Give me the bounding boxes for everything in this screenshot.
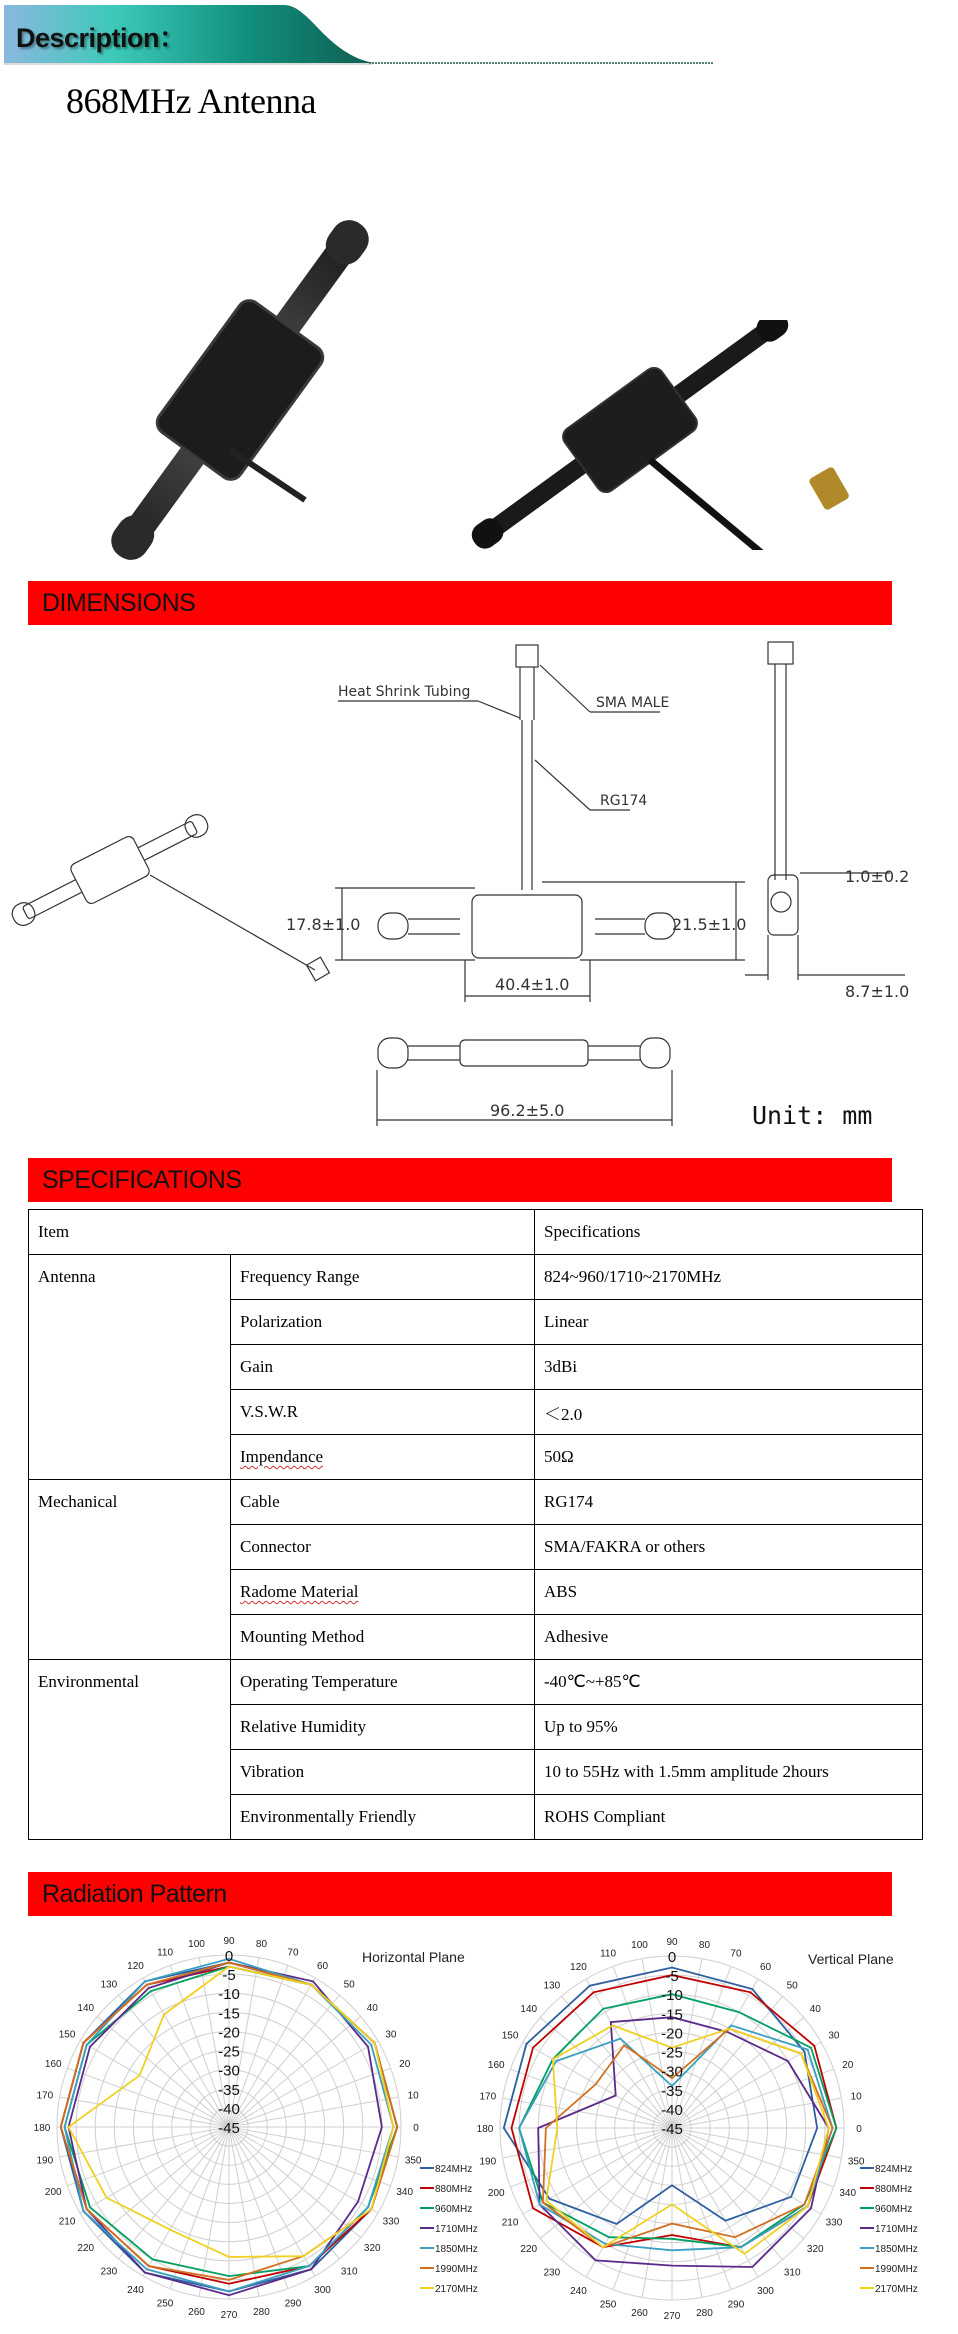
vertical-plane-chart [477, 1937, 918, 2322]
angle-tick: 120 [127, 1961, 144, 1973]
angle-tick: 220 [520, 2244, 538, 2256]
legend-item: 824MHz [875, 2164, 913, 2175]
specifications-header: SPECIFICATIONS [28, 1158, 892, 1202]
unit-label: Unit: mm [752, 1101, 873, 1130]
radial-tick: -10 [661, 1987, 683, 2005]
angle-tick: 340 [396, 2186, 414, 2198]
radial-tick: 0 [667, 1949, 677, 1966]
radial-tick: -40 [661, 2101, 683, 2119]
angle-tick: 300 [757, 2285, 774, 2297]
angle-tick: 80 [255, 1938, 268, 1950]
param: Frequency Range [231, 1255, 535, 1300]
value: Linear [535, 1300, 923, 1345]
angle-tick: 110 [600, 1948, 617, 1960]
angle-tick: 130 [100, 1979, 118, 1991]
label-cable: RG174 [600, 793, 648, 809]
param: Mounting Method [231, 1615, 535, 1660]
value: 50Ω [535, 1435, 923, 1480]
angle-tick: 270 [220, 2310, 238, 2321]
param: Impendance [231, 1435, 535, 1480]
radial-tick: -35 [661, 2082, 683, 2100]
product-photo-front [60, 200, 420, 580]
legend-item: 1990MHz [435, 2264, 478, 2275]
radial-tick: 0 [224, 1948, 234, 1965]
table-row [29, 1255, 923, 1300]
legend-item: 880MHz [435, 2184, 473, 2195]
angle-tick: 260 [631, 2308, 648, 2320]
radial-tick: -45 [661, 2121, 683, 2138]
angle-tick: 50 [786, 1980, 798, 1992]
angle-tick: 200 [487, 2187, 505, 2199]
angle-tick: 160 [487, 2060, 505, 2072]
param: Connector [231, 1525, 535, 1570]
angle-tick: 70 [730, 1948, 742, 1960]
radiation-charts [0, 1930, 958, 2334]
angle-tick: 40 [366, 2002, 378, 2014]
radial-tick: -30 [218, 2062, 240, 2080]
angle-tick: 20 [842, 2060, 854, 2072]
radial-tick: -15 [661, 2006, 683, 2024]
value: Up to 95% [535, 1705, 923, 1750]
dimensions-header: DIMENSIONS [28, 581, 892, 625]
param: Radome Material [231, 1570, 535, 1615]
angle-tick: 200 [44, 2186, 62, 2198]
legend-item: 1710MHz [875, 2224, 918, 2235]
angle-tick: 240 [570, 2285, 587, 2297]
angle-tick: 20 [399, 2059, 411, 2071]
angle-tick: 80 [698, 1939, 711, 1951]
angle-tick: 280 [253, 2307, 270, 2319]
value: 10 to 55Hz with 1.5mm amplitude 2hours [535, 1750, 923, 1795]
angle-tick: 130 [543, 1980, 561, 1992]
radial-tick: -5 [665, 1968, 679, 1986]
angle-tick: 280 [696, 2308, 713, 2320]
dim-total-height: 21.5±1.0 [672, 915, 747, 934]
radial-tick: -15 [218, 2005, 240, 2023]
chart-title: Horizontal Plane [362, 1949, 465, 1965]
angle-tick: 60 [316, 1961, 329, 1973]
legend-item: 960MHz [435, 2204, 473, 2215]
product-photo-angled [460, 320, 900, 550]
value: SMA/FAKRA or others [535, 1525, 923, 1570]
chart-title: Vertical Plane [808, 1951, 894, 1967]
param: Vibration [231, 1750, 535, 1795]
angle-tick: 10 [407, 2090, 419, 2102]
horizontal-plane-chart [34, 1936, 478, 2321]
value: Adhesive [535, 1615, 923, 1660]
dim-height: 17.8±1.0 [286, 915, 361, 934]
angle-tick: 150 [58, 2029, 76, 2041]
product-title: 868MHz Antenna [66, 81, 316, 121]
angle-tick: 170 [36, 2090, 54, 2102]
angle-tick: 50 [343, 1979, 355, 1991]
angle-tick: 100 [188, 1938, 205, 1950]
radiation-header: Radiation Pattern [28, 1872, 892, 1916]
angle-tick: 70 [287, 1947, 299, 1959]
angle-tick: 260 [188, 2307, 205, 2319]
angle-tick: 330 [825, 2217, 843, 2229]
dim-body-width: 40.4±1.0 [495, 975, 570, 994]
legend-item: 960MHz [875, 2204, 913, 2215]
angle-tick: 190 [479, 2156, 497, 2168]
angle-tick: 310 [783, 2267, 801, 2279]
angle-tick: 340 [839, 2187, 857, 2199]
group-mechanical: Mechanical [29, 1480, 231, 1660]
angle-tick: 210 [501, 2217, 519, 2229]
angle-tick: 290 [284, 2298, 302, 2310]
legend-item: 1990MHz [875, 2264, 918, 2275]
angle-tick: 330 [382, 2216, 400, 2228]
angle-tick: 290 [727, 2299, 745, 2311]
legend-item: 824MHz [435, 2164, 473, 2175]
angle-tick: 90 [223, 1936, 235, 1947]
radial-tick: -20 [661, 2025, 683, 2043]
angle-tick: 0 [856, 2124, 862, 2135]
radial-tick: -5 [222, 1967, 236, 1985]
value: ABS [535, 1570, 923, 1615]
angle-tick: 30 [385, 2029, 397, 2041]
angle-tick: 140 [520, 2003, 538, 2015]
angle-tick: 190 [36, 2155, 54, 2167]
dimension-drawing [0, 630, 958, 1150]
radial-tick: -25 [218, 2043, 240, 2061]
value: 824~960/1710~2170MHz [535, 1255, 923, 1300]
table-header-row [29, 1210, 923, 1255]
radial-tick: -10 [218, 1986, 240, 2004]
value: RG174 [535, 1480, 923, 1525]
param: Gain [231, 1345, 535, 1390]
legend-item: 1850MHz [875, 2244, 918, 2255]
angle-tick: 30 [828, 2030, 840, 2042]
angle-tick: 10 [850, 2091, 862, 2103]
radial-tick: -20 [218, 2024, 240, 2042]
radial-tick: -30 [661, 2063, 683, 2081]
angle-tick: 100 [631, 1939, 648, 1951]
legend-item: 880MHz [875, 2184, 913, 2195]
table-row [29, 1660, 923, 1705]
legend-item: 2170MHz [435, 2284, 478, 2295]
angle-tick: 240 [127, 2284, 144, 2296]
header-specifications: Specifications [535, 1210, 923, 1255]
radial-tick: -35 [218, 2081, 240, 2099]
param: V.S.W.R [231, 1390, 535, 1435]
angle-tick: 300 [314, 2284, 331, 2296]
group-environmental: Environmental [29, 1660, 231, 1840]
angle-tick: 310 [340, 2266, 358, 2278]
radial-tick: -40 [218, 2100, 240, 2118]
dim-total-length: 96.2±5.0 [490, 1101, 565, 1120]
group-antenna: Antenna [29, 1255, 231, 1480]
angle-tick: 170 [479, 2091, 497, 2103]
value: -40℃~+85℃ [535, 1660, 923, 1705]
angle-tick: 230 [543, 2267, 561, 2279]
table-row [29, 1480, 923, 1525]
angle-tick: 210 [58, 2216, 76, 2228]
param: Cable [231, 1480, 535, 1525]
angle-tick: 150 [501, 2030, 519, 2042]
param: Polarization [231, 1300, 535, 1345]
angle-tick: 120 [570, 1962, 587, 1974]
param: Environmentally Friendly [231, 1795, 535, 1840]
legend-item: 2170MHz [875, 2284, 918, 2295]
angle-tick: 60 [759, 1962, 772, 1974]
angle-tick: 250 [599, 2299, 617, 2311]
value: ROHS Compliant [535, 1795, 923, 1840]
angle-tick: 350 [404, 2155, 422, 2167]
angle-tick: 160 [44, 2059, 62, 2071]
angle-tick: 180 [476, 2124, 494, 2135]
radial-tick: -45 [218, 2120, 240, 2137]
angle-tick: 180 [33, 2123, 51, 2134]
angle-tick: 40 [809, 2003, 821, 2015]
angle-tick: 230 [100, 2266, 118, 2278]
angle-tick: 140 [77, 2002, 95, 2014]
value: ＜2.0 [535, 1390, 923, 1435]
header-item: Item [29, 1210, 535, 1255]
label-sma-male: SMA MALE [596, 695, 670, 711]
angle-tick: 320 [806, 2244, 824, 2256]
angle-tick: 350 [847, 2156, 865, 2168]
angle-tick: 220 [77, 2243, 95, 2255]
angle-tick: 110 [157, 1947, 174, 1959]
legend-item: 1850MHz [435, 2244, 478, 2255]
angle-tick: 250 [156, 2298, 174, 2310]
spec-table [28, 1209, 923, 1840]
param: Relative Humidity [231, 1705, 535, 1750]
label-heat-shrink: Heat Shrink Tubing [338, 684, 471, 700]
param: Operating Temperature [231, 1660, 535, 1705]
angle-tick: 320 [363, 2243, 381, 2255]
angle-tick: 0 [413, 2123, 419, 2134]
dim-depth: 8.7±1.0 [845, 982, 910, 1001]
legend-item: 1710MHz [435, 2224, 478, 2235]
angle-tick: 270 [663, 2311, 681, 2322]
radial-tick: -25 [661, 2044, 683, 2062]
dim-side-gap: 1.0±0.2 [845, 867, 910, 886]
angle-tick: 90 [666, 1937, 678, 1948]
value: 3dBi [535, 1345, 923, 1390]
description-label: Description： [16, 23, 186, 53]
